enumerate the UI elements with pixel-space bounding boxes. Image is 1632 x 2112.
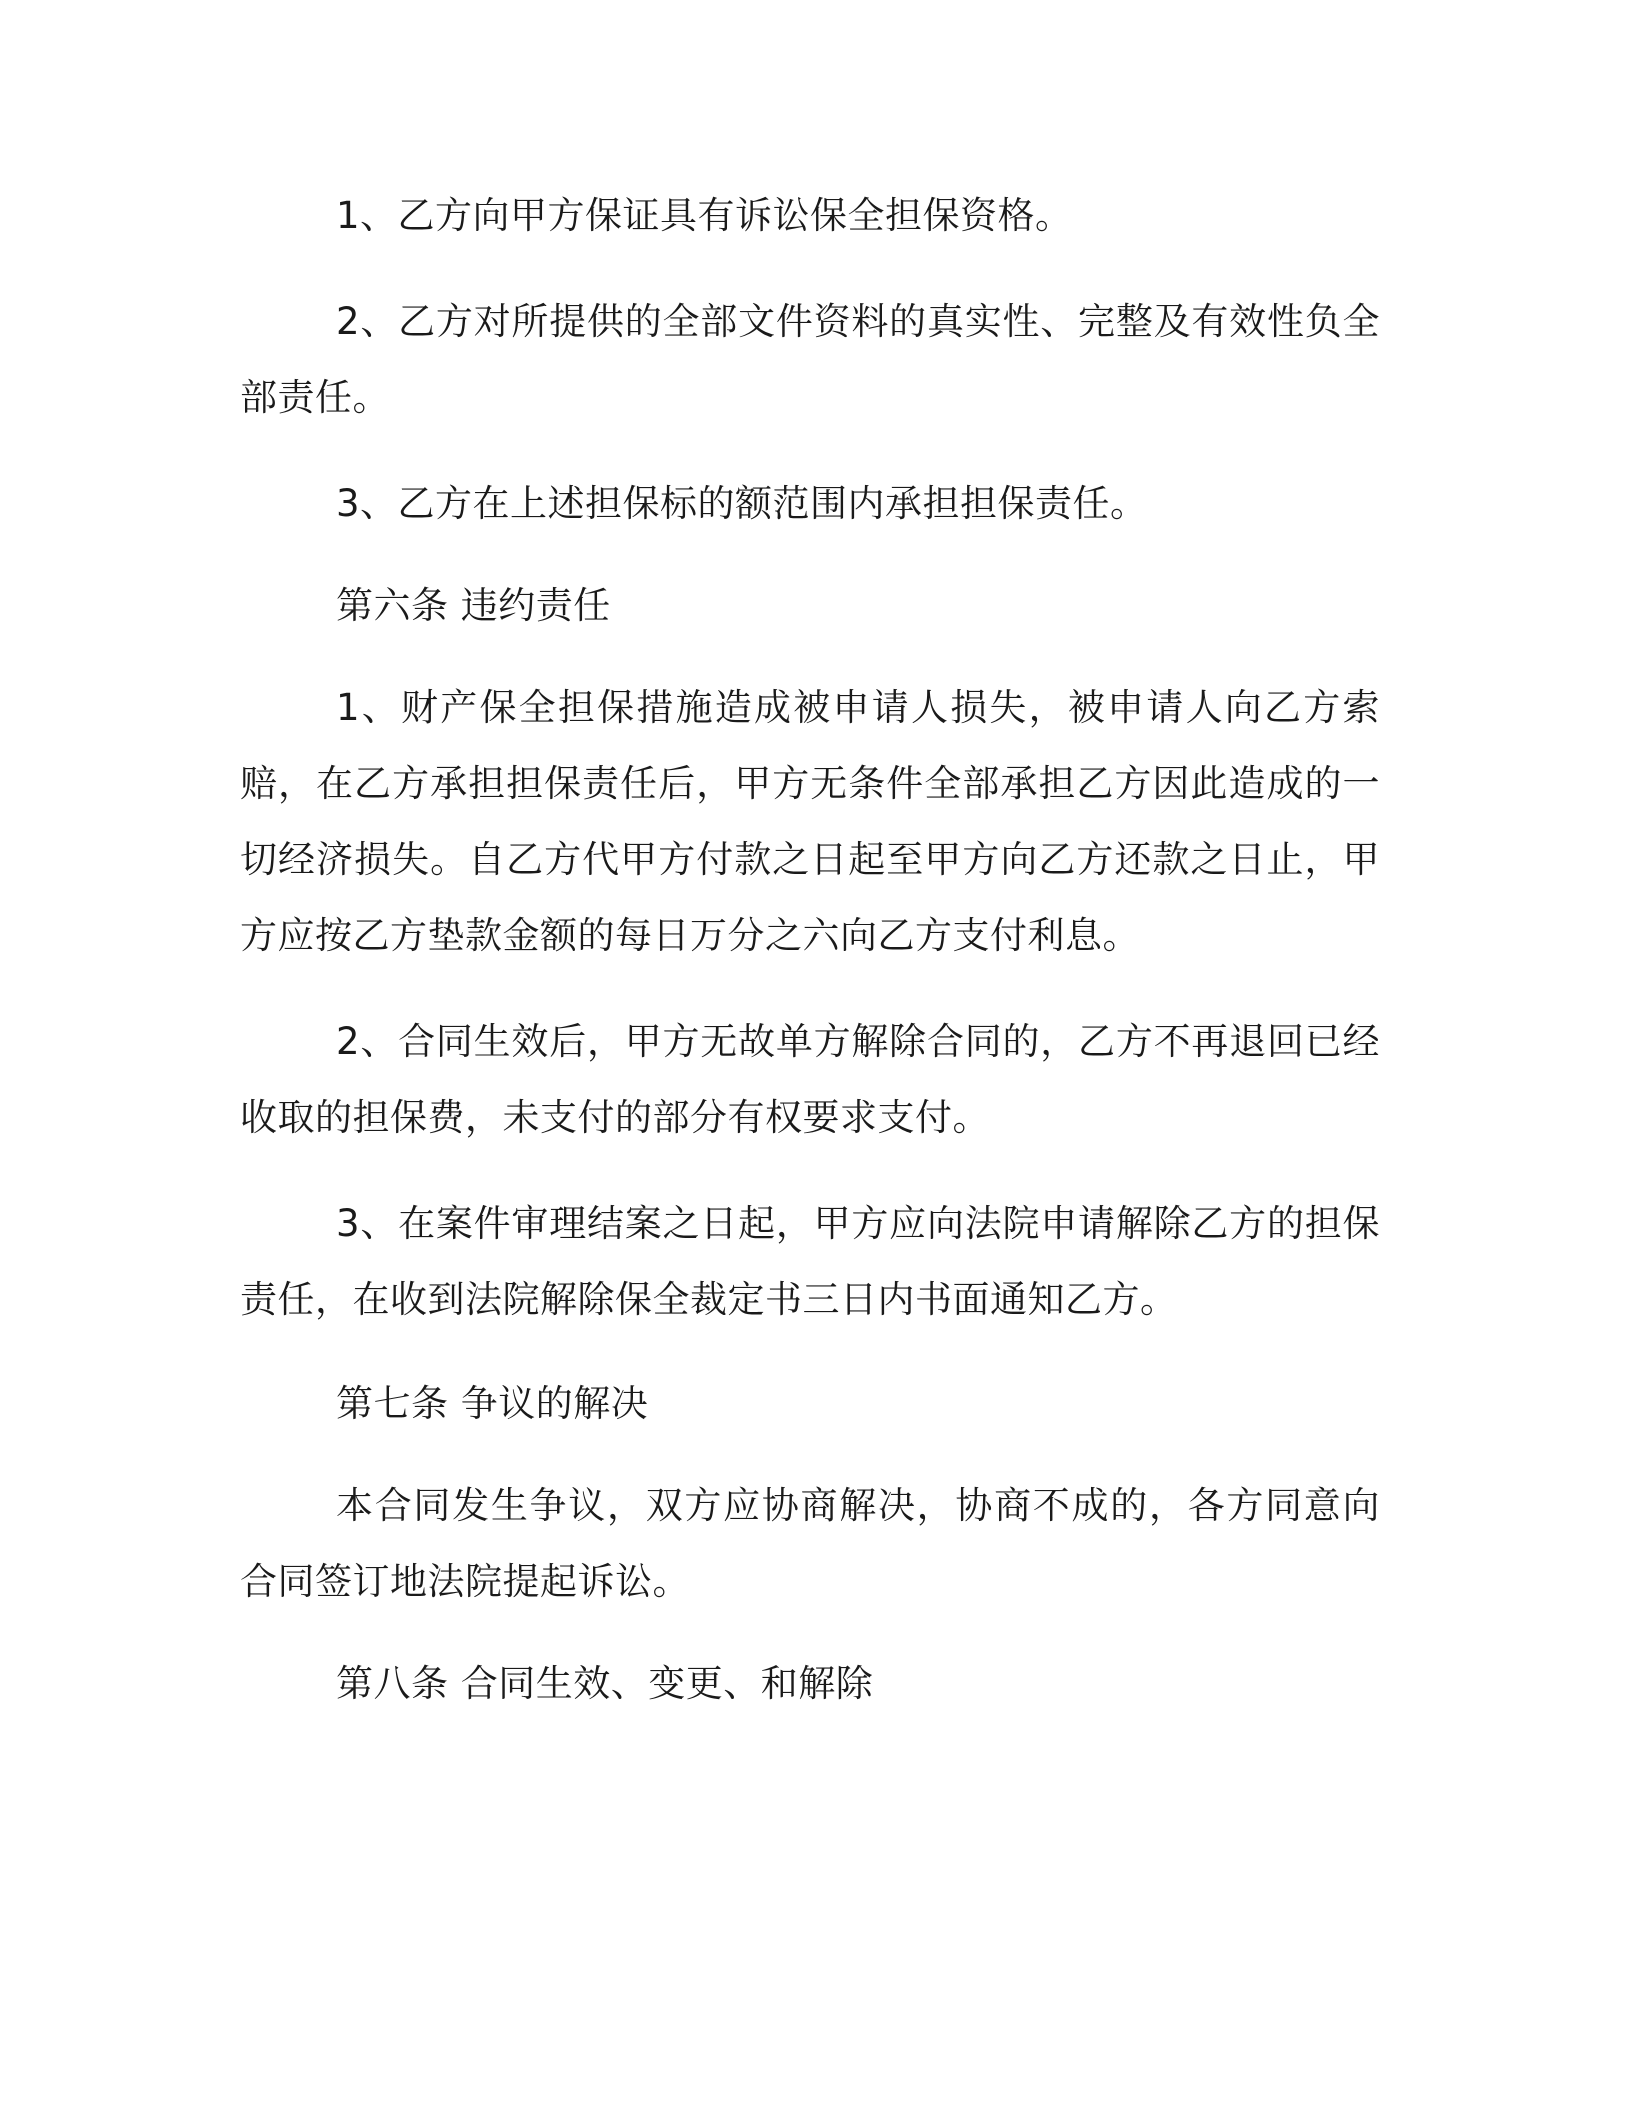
article-8-heading: 第八条 合同生效、变更、和解除 xyxy=(336,1662,874,1705)
article-6-item-1: 1、财产保全担保措施造成被申请人损失，被申请人向乙方索赔，在乙方承担担保责任后，甲方无条件全部承担乙方因此造成的一切经济损失。自乙方代甲方付款之日起至甲方向乙方还款之日止，甲方应按乙方垫款金额的每日万分之六向乙方支付利息。 xyxy=(240,686,1380,957)
article-6-item-3: 3、在案件审理结案之日起，甲方应向法院申请解除乙方的担保责任，在收到法院解除保全裁定书三日内书面通知乙方。 xyxy=(240,1202,1380,1321)
article-6-item-2: 2、合同生效后，甲方无故单方解除合同的，乙方不再退回已经收取的担保费，未支付的部分有权要求支付。 xyxy=(240,1020,1380,1139)
clause-5-item-1: 1、乙方向甲方保证具有诉讼保全担保资格。 xyxy=(336,194,1073,237)
clause-5-item-2: 2、乙方对所提供的全部文件资料的真实性、完整及有效性负全部责任。 xyxy=(240,300,1380,419)
article-6-heading: 第六条 违约责任 xyxy=(336,584,611,627)
article-7-heading: 第七条 争议的解决 xyxy=(336,1382,649,1425)
article-7-body: 本合同发生争议，双方应协商解决，协商不成的，各方同意向合同签订地法院提起诉讼。 xyxy=(240,1484,1380,1603)
clause-5-item-3: 3、乙方在上述担保标的额范围内承担担保责任。 xyxy=(336,482,1148,525)
